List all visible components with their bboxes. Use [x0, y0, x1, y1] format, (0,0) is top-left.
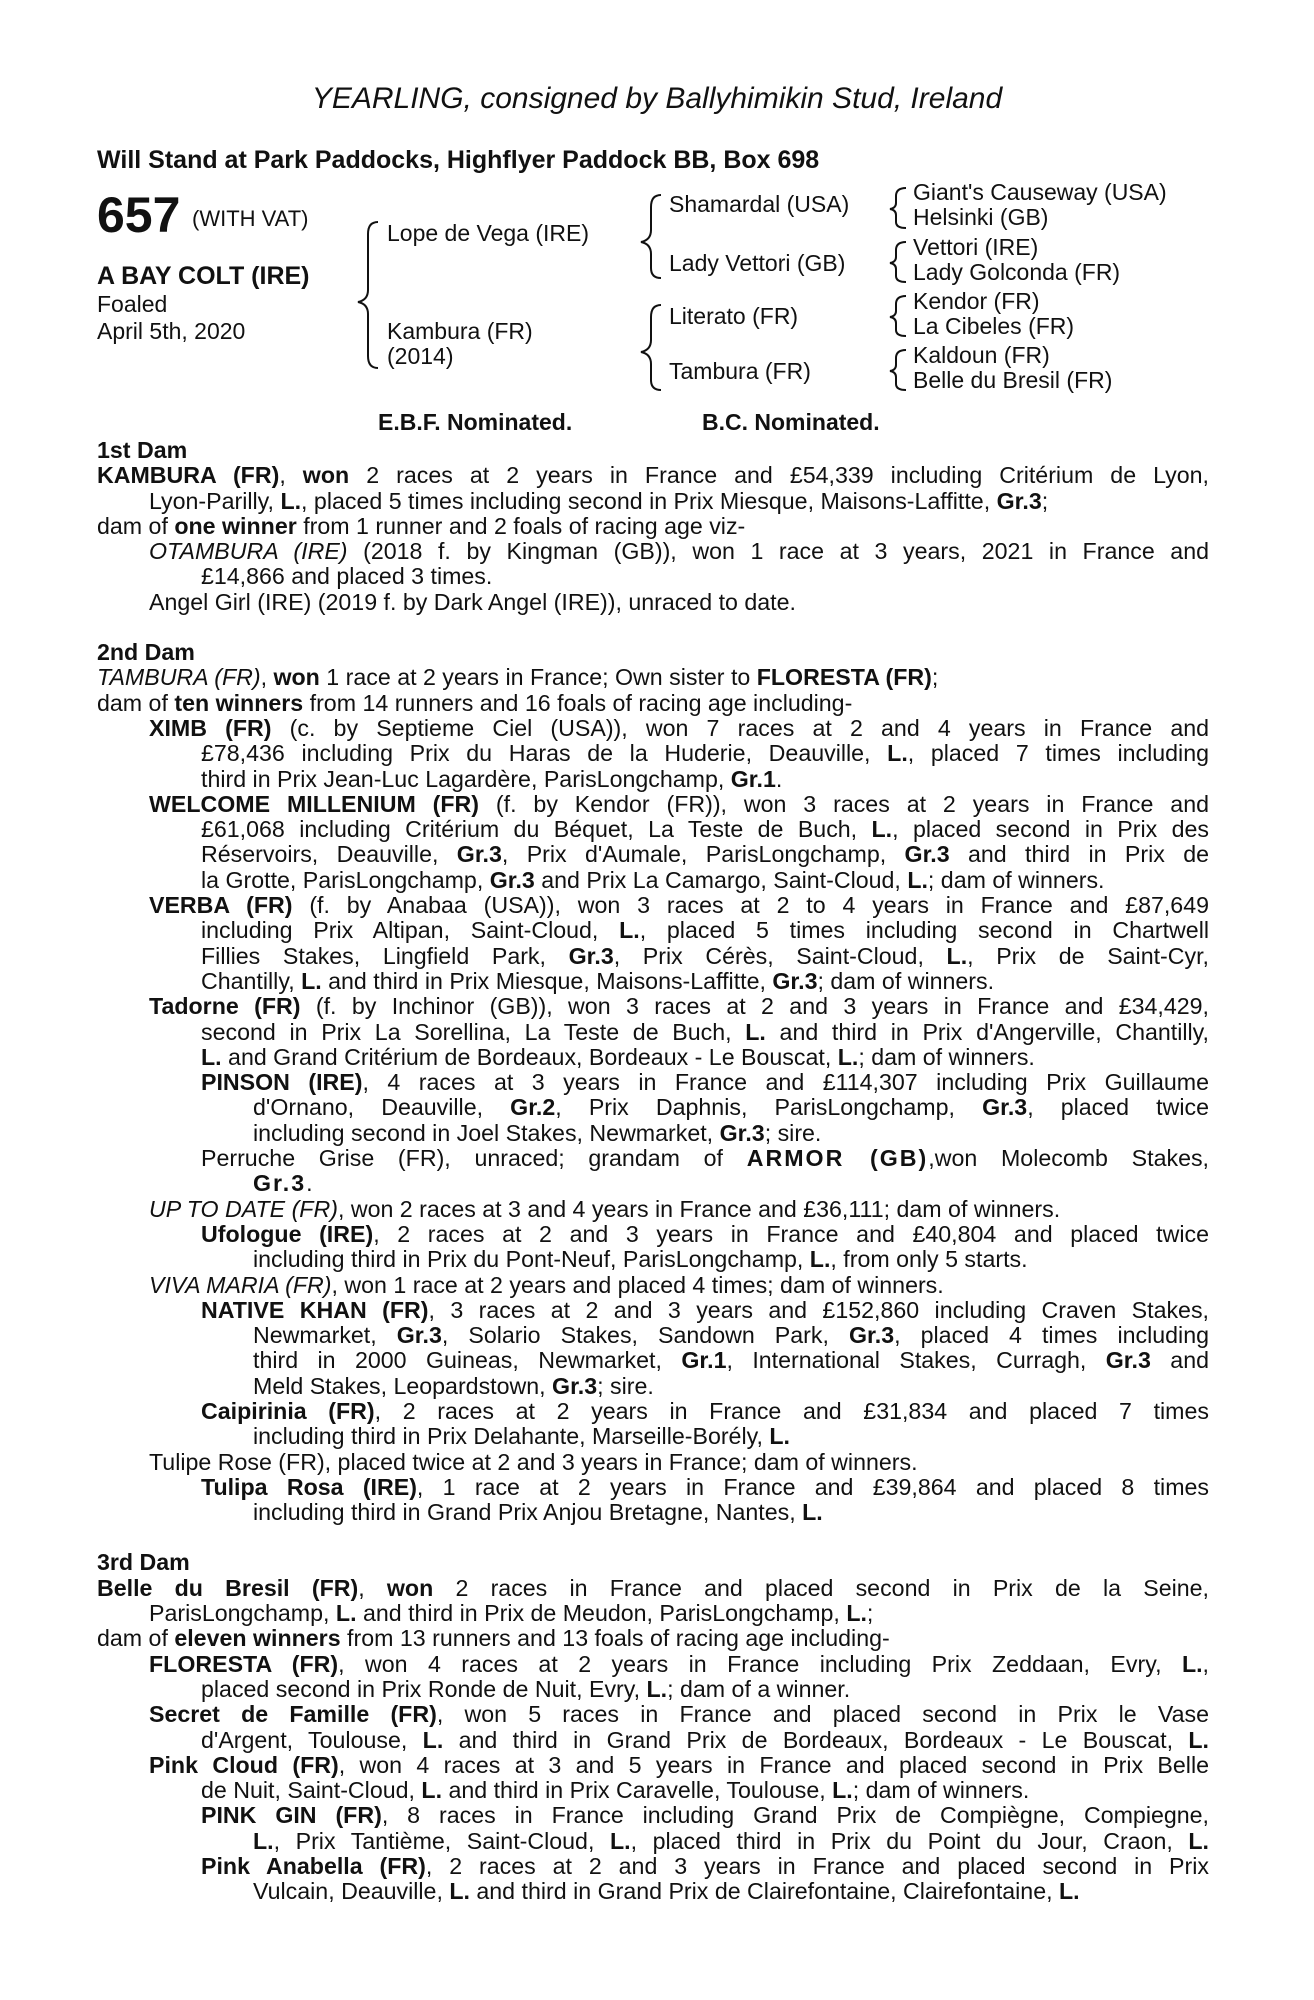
pedigree-dsd: La Cibeles (FR): [913, 313, 1075, 339]
bold-text: Gr.2: [510, 1095, 556, 1121]
plain-text: Réservoirs, Deauville,: [201, 842, 457, 868]
italic-text: VIVA MARIA (FR): [149, 1271, 332, 1298]
plain-text: , 2 races at 2 and 3 years in France and £40,804 and placed twice: [373, 1221, 1209, 1247]
bold-text: Pink Anabella (FR): [201, 1854, 426, 1880]
text-line: [97, 1399, 1209, 1424]
plain-text: ; dam of winners.: [858, 1043, 1035, 1070]
pedigree-dds: Kaldoun (FR): [913, 342, 1050, 368]
plain-text: , won 1 race at 2 years and placed 4 times; dam of winners.: [331, 1271, 944, 1298]
plain-text: second in Prix La Sorellina, La Teste de Buch,: [201, 1019, 746, 1045]
bold-text: Gr.3: [253, 1170, 307, 1197]
plain-text: and third in Prix d'Angerville, Chantilly,: [765, 1019, 1209, 1045]
text-line: [97, 1323, 1209, 1348]
plain-text: £78,436 including Prix du Haras de la Huderie, Deauville,: [201, 741, 888, 767]
plain-text: d'Argent, Toulouse,: [201, 1727, 423, 1753]
plain-text: , placed third in Prix du Point du Jour, Craon,: [630, 1828, 1189, 1854]
bold-text: 2nd Dam: [97, 639, 195, 666]
pedigree-dam-dam: Tambura (FR): [669, 358, 811, 384]
text-line: [97, 1450, 1209, 1475]
plain-text: and third in Grand Prix de Clairefontaine, Clairefontaine,: [469, 1878, 1059, 1905]
pedigree-sds: Vettori (IRE): [913, 234, 1039, 260]
pedigree-sss: Giant's Causeway (USA): [913, 179, 1167, 205]
bold-text: Gr.3: [982, 1095, 1028, 1121]
text-line: [97, 969, 1209, 994]
text-line: [97, 1626, 1209, 1651]
plain-text: , 1 race at 2 years in France and £39,864 and placed 8 times: [416, 1474, 1209, 1500]
plain-text: de Nuit, Saint-Cloud,: [201, 1777, 422, 1804]
bold-text: Gr.3: [396, 1323, 442, 1349]
pedigree-dam-year: (2014): [387, 343, 454, 369]
plain-text: Vulcain, Deauville,: [253, 1878, 450, 1905]
pedigree-ddd: Belle du Bresil (FR): [913, 367, 1113, 393]
bold-text: L.: [769, 1423, 790, 1450]
plain-text: Lyon-Parilly,: [149, 487, 281, 514]
text-line: [97, 1778, 1209, 1803]
plain-text: ; dam of winners.: [852, 1777, 1030, 1804]
plain-text: ,: [260, 664, 274, 691]
text-line: [97, 1348, 1209, 1373]
plain-text: including third in Prix du Pont-Neuf, ParisLongchamp,: [253, 1246, 810, 1273]
bold-text: Gr.3: [772, 967, 818, 994]
bold-text: Secret de Famille (FR): [149, 1702, 437, 1728]
plain-text: , placed 4 times including: [894, 1323, 1209, 1349]
horse-description: A BAY COLT (IRE): [97, 262, 310, 290]
plain-text: from 1 runner and 2 foals of racing age viz-: [296, 512, 746, 539]
plain-text: , 8 races in France including Grand Prix de Compiègne, Compiegne,: [381, 1803, 1209, 1829]
pedigree-dam-sire: Literato (FR): [669, 303, 799, 329]
plain-text: third in 2000 Guineas, Newmarket,: [253, 1348, 682, 1374]
plain-text: , Prix Daphnis, ParisLongchamp,: [555, 1095, 983, 1121]
bold-text: VERBA (FR): [149, 893, 293, 919]
foaled-label: Foaled: [97, 291, 168, 317]
bold-text: L.: [1188, 1727, 1209, 1753]
text-line: [97, 691, 1209, 716]
bold-text: eleven winners: [174, 1625, 341, 1652]
bracket-main: [358, 222, 378, 368]
plain-text: ; dam of a winner.: [667, 1675, 851, 1702]
bold-text: L.: [832, 1777, 853, 1804]
bold-text: L.: [280, 487, 302, 514]
plain-text: dam of: [97, 1625, 175, 1652]
foaled-date: April 5th, 2020: [97, 318, 246, 344]
bold-text: Tadorne (FR): [149, 994, 301, 1020]
bold-text: Pink Cloud (FR): [149, 1752, 339, 1778]
plain-text: , 3 races at 2 and 3 years and £152,860 including Craven Stakes,: [428, 1297, 1209, 1323]
text-line: [97, 1222, 1209, 1247]
italic-text: UP TO DATE (FR): [149, 1195, 338, 1222]
bold-text: L.: [335, 1600, 357, 1627]
bold-text: Gr.3: [456, 842, 502, 868]
pedigree-sire-sire: Shamardal (USA): [669, 191, 850, 217]
bold-text: 1st Dam: [97, 437, 188, 463]
text-line: [97, 893, 1209, 918]
bold-text: Gr.3: [489, 866, 535, 893]
text-line: [97, 1475, 1209, 1500]
plain-text: , placed 7 times including: [907, 741, 1209, 767]
bold-text: L.: [646, 1675, 668, 1702]
plain-text: , Solario Stakes, Sandown Park,: [441, 1323, 849, 1349]
plain-text: from 14 runners and 16 foals of racing age including-: [303, 689, 853, 716]
bold-text: one winner: [174, 512, 297, 539]
plain-text: (f. by Kendor (FR)), won 3 races at 2 years in France and: [479, 791, 1209, 817]
plain-text: ,: [1202, 1651, 1209, 1677]
bold-text: Gr.3: [552, 1372, 598, 1399]
bold-text: Gr.1: [681, 1348, 727, 1374]
bold-text: Tulipa Rosa (IRE): [201, 1474, 417, 1500]
plain-text: including third in Grand Prix Anjou Bretagne, Nantes,: [253, 1499, 803, 1526]
plain-text: , Prix de Saint-Cyr,: [967, 943, 1209, 969]
plain-text: including third in Prix Delahante, Marseille-Borély,: [253, 1423, 770, 1450]
bold-text: L.: [802, 1499, 823, 1526]
bold-text: Caipirinia (FR): [201, 1398, 375, 1424]
consignment-header: YEARLING, consigned by Ballyhimikin Stud, Ireland: [311, 82, 1003, 115]
plain-text: Meld Stakes, Leopardstown,: [253, 1372, 553, 1399]
plain-text: , from only 5 starts.: [830, 1246, 1028, 1273]
plain-text: , 2 races at 2 and 3 years in France and placed second in Prix: [425, 1854, 1209, 1880]
lot-number: 657: [97, 187, 181, 243]
plain-text: and Grand Critérium de Bordeaux, Bordeaux - Le Bouscat,: [221, 1043, 838, 1070]
plain-text: Tulipe Rose (FR), placed twice at 2 and 3 years in France; dam of winners.: [149, 1448, 918, 1475]
bold-text: Gr.3: [996, 487, 1042, 514]
plain-text: ,won Molecomb Stakes,: [928, 1146, 1209, 1172]
bold-text: won: [386, 1575, 434, 1601]
text-line: [97, 1879, 1209, 1904]
text-line: [97, 918, 1209, 943]
bold-text: L.: [846, 1600, 867, 1627]
text-line: [97, 1121, 1209, 1146]
plain-text: , placed twice: [1027, 1095, 1209, 1121]
plain-text: (f. by Inchinor (GB)), won 3 races at 2 and 3 years in France and £34,429,: [300, 994, 1209, 1020]
plain-text: and: [1150, 1348, 1209, 1374]
plain-text: Angel Girl (IRE) (2019 f. by Dark Angel (IRE)), unraced to date.: [149, 588, 796, 615]
text-line: [97, 1298, 1209, 1323]
plain-text: , placed second in Prix des: [892, 817, 1209, 843]
plain-text: Chantilly,: [201, 967, 302, 994]
text-line: [97, 1550, 1209, 1575]
pedigree-dam: Kambura (FR): [387, 318, 533, 344]
text-line: [97, 665, 1209, 690]
bold-text: WELCOME MILLENIUM (FR): [149, 791, 480, 817]
bold-text: Gr.3: [719, 1119, 765, 1146]
bold-text: Gr.3: [568, 943, 614, 969]
plain-text: including Prix Altipan, Saint-Cloud,: [201, 918, 620, 944]
plain-text: and Prix La Camargo, Saint-Cloud,: [534, 866, 908, 893]
plain-text: and third in Prix Caravelle, Toulouse,: [442, 1777, 833, 1804]
bold-text: Gr.1: [730, 765, 776, 792]
pedigree-body-text: [97, 438, 1209, 1905]
bold-text: L.: [201, 1043, 222, 1070]
bold-text: L.: [837, 1043, 859, 1070]
plain-text: (c. by Septieme Ciel (USA)), won 7 races at 2 and 4 years in France and: [271, 715, 1209, 741]
text-line: [97, 944, 1209, 969]
plain-text: Fillies Stakes, Lingfield Park,: [201, 943, 569, 969]
bold-text: L.: [619, 918, 640, 944]
bracket-sire: [641, 195, 661, 278]
bold-text: L.: [253, 1828, 274, 1854]
plain-text: third in Prix Jean-Luc Lagardère, ParisLongchamp,: [201, 765, 731, 792]
plain-text: , won 2 races at 3 and 4 years in France and £36,111; dam of winners.: [337, 1195, 1061, 1222]
bold-text: PINK GIN (FR): [201, 1803, 382, 1829]
text-line: [97, 1247, 1209, 1272]
ebf-nomination: E.B.F. Nominated.: [378, 409, 573, 435]
text-line: [97, 1273, 1209, 1298]
pedigree-ssd: Helsinki (GB): [913, 204, 1049, 230]
text-line: [97, 1197, 1209, 1222]
bold-text: Ufologue (IRE): [201, 1221, 374, 1247]
text-line: [97, 1702, 1209, 1727]
plain-text: ; sire.: [764, 1119, 822, 1146]
text-line: [97, 1374, 1209, 1399]
bold-text: L.: [871, 817, 893, 843]
bc-nomination: B.C. Nominated.: [702, 409, 880, 435]
plain-text: .: [306, 1170, 313, 1197]
plain-text: , International Stakes, Curragh,: [726, 1348, 1106, 1374]
plain-text: d'Ornano, Deauville,: [253, 1095, 511, 1121]
text-line: [97, 1424, 1209, 1449]
text-line: [97, 1652, 1209, 1677]
pedigree-sdd: Lady Golconda (FR): [913, 259, 1121, 285]
italic-text: TAMBURA (FR): [97, 664, 261, 691]
text-line: [97, 1677, 1209, 1702]
plain-text: , won 4 races at 2 years in France including Prix Zeddaan, Evry,: [338, 1651, 1182, 1677]
plain-text: ;: [866, 1600, 874, 1627]
plain-text: , Prix d'Aumale, ParisLongchamp,: [501, 842, 905, 868]
text-line: [97, 741, 1209, 766]
plain-text: ,: [279, 463, 303, 489]
bold-text: L.: [745, 1019, 766, 1045]
bold-text: XIMB (FR): [149, 715, 272, 741]
plain-text: dam of: [97, 689, 175, 716]
plain-text: (f. by Anabaa (USA)), won 3 races at 2 to 4 years in France and £87,649: [292, 893, 1209, 919]
pedigree-brackets: [0, 0, 1314, 420]
text-line: [97, 1500, 1209, 1525]
plain-text: ;: [931, 664, 939, 691]
bold-text: NATIVE KHAN (FR): [201, 1297, 429, 1323]
bold-text: L.: [1181, 1651, 1203, 1677]
plain-text: , won 5 races in France and placed second in Prix le Vase: [436, 1702, 1209, 1728]
text-line: [97, 489, 1209, 514]
plain-text: and third in Prix Miesque, Maisons-Laffitte,: [321, 967, 773, 994]
bold-text: L.: [1058, 1878, 1080, 1905]
bold-text: won: [273, 664, 320, 691]
bold-text: Gr.3: [904, 842, 950, 868]
plain-text: 2 races at 2 years in France and £54,339 including Critérium de Lyon,: [349, 463, 1209, 489]
bold-text: won: [302, 463, 350, 489]
pedigree-sire: Lope de Vega (IRE): [387, 220, 590, 246]
bold-text: FLORESTA (FR): [149, 1651, 339, 1677]
plain-text: , 2 races at 2 years in France and £31,834 and placed 7 times: [374, 1398, 1209, 1424]
bracket-sd: [890, 242, 906, 282]
bold-text: Gr.3: [1105, 1348, 1151, 1374]
plain-text: , 4 races at 3 years in France and £114,307 including Prix Guillaume: [362, 1070, 1209, 1096]
text-line: [97, 817, 1209, 842]
plain-text: , Prix Cérès, Saint-Cloud,: [613, 943, 947, 969]
text-line: [97, 1576, 1209, 1601]
text-line: [97, 868, 1209, 893]
bold-text: ARMOR (GB): [746, 1146, 929, 1172]
bold-text: L.: [609, 1828, 631, 1854]
bold-text: Belle du Bresil (FR): [97, 1575, 359, 1601]
bold-text: ten winners: [174, 689, 304, 716]
bold-text: Gr.3: [849, 1323, 895, 1349]
plain-text: .: [775, 765, 783, 792]
bracket-ss: [890, 188, 906, 228]
bracket-dam: [641, 305, 661, 390]
plain-text: Newmarket,: [253, 1323, 397, 1349]
plain-text: from 13 runners and 13 foals of racing age including-: [340, 1625, 890, 1652]
bold-text: L.: [946, 943, 968, 969]
pedigree-dss: Kendor (FR): [913, 288, 1040, 314]
text-line: [97, 590, 1209, 615]
plain-text: ; dam of winners.: [817, 967, 995, 994]
text-line: [97, 1728, 1209, 1753]
text-line: [97, 1045, 1209, 1070]
plain-text: ParisLongchamp,: [149, 1600, 336, 1627]
bold-text: L.: [907, 866, 928, 893]
text-line: [97, 994, 1209, 1019]
bold-text: L.: [809, 1246, 831, 1273]
text-line: [97, 564, 1209, 589]
text-line: [97, 640, 1209, 665]
plain-text: including second in Joel Stakes, Newmarket,: [253, 1119, 720, 1146]
plain-text: ,: [358, 1575, 387, 1601]
bold-text: FLORESTA (FR): [756, 664, 932, 691]
bold-text: KAMBURA (FR): [97, 463, 280, 489]
plain-text: ; sire.: [597, 1372, 654, 1399]
plain-text: £14,866 and placed 3 times.: [201, 563, 493, 590]
pedigree-sire-dam: Lady Vettori (GB): [669, 250, 846, 276]
plain-text: , placed 5 times including second in Prix Miesque, Maisons-Laffitte,: [301, 487, 997, 514]
plain-text: (2018 f. by Kingman (GB)), won 1 race at 3 years, 2021 in France and: [347, 539, 1209, 565]
bold-text: L.: [1188, 1828, 1209, 1854]
text-line: [97, 539, 1209, 564]
bold-text: L.: [421, 1777, 443, 1804]
text-line: [97, 1829, 1209, 1854]
text-line: [97, 1146, 1209, 1171]
text-line: [97, 842, 1209, 867]
plain-text: ; dam of winners.: [927, 866, 1105, 893]
text-line: [97, 716, 1209, 741]
plain-text: £61,068 including Critérium du Béquet, La Teste de Buch,: [201, 817, 872, 843]
text-line: [97, 1753, 1209, 1778]
text-line: [97, 463, 1209, 488]
text-line: [97, 792, 1209, 817]
plain-text: 2 races in France and placed second in Prix de la Seine,: [433, 1575, 1209, 1601]
plain-text: dam of: [97, 512, 175, 539]
text-line: [97, 1171, 1209, 1196]
text-line: [97, 514, 1209, 539]
text-line: [97, 767, 1209, 792]
bold-text: 3rd Dam: [97, 1549, 190, 1576]
bold-text: L.: [449, 1878, 470, 1905]
text-line: [97, 438, 1209, 463]
text-line: [97, 1803, 1209, 1828]
plain-text: 1 race at 2 years in France; Own sister to: [319, 664, 757, 691]
text-line: [97, 1095, 1209, 1120]
bracket-ds: [890, 296, 906, 336]
plain-text: placed second in Prix Ronde de Nuit, Evry,: [201, 1675, 647, 1702]
plain-text: , placed 5 times including second in Chartwell: [639, 918, 1209, 944]
bold-text: L.: [887, 741, 908, 767]
text-line: [97, 1854, 1209, 1879]
vat-note: (WITH VAT): [192, 206, 309, 231]
plain-text: and third in Prix de Meudon, ParisLongchamp,: [356, 1600, 847, 1627]
bold-text: L.: [301, 967, 322, 994]
bracket-dd: [890, 350, 906, 390]
plain-text: and third in Prix de: [949, 842, 1209, 868]
stand-location: Will Stand at Park Paddocks, Highflyer Paddock BB, Box 698: [97, 146, 820, 174]
plain-text: ;: [1041, 487, 1049, 514]
italic-text: OTAMBURA (IRE): [149, 539, 348, 565]
plain-text: , won 4 races at 3 and 5 years in France and placed second in Prix Belle: [338, 1752, 1209, 1778]
plain-text: Perruche Grise (FR), unraced; grandam of: [201, 1146, 747, 1172]
bold-text: L.: [422, 1727, 444, 1753]
plain-text: la Grotte, ParisLongchamp,: [201, 866, 490, 893]
plain-text: and third in Grand Prix de Bordeaux, Bordeaux - Le Bouscat,: [443, 1727, 1189, 1753]
bold-text: PINSON (IRE): [201, 1070, 363, 1096]
text-line: [97, 1601, 1209, 1626]
text-line: [97, 1020, 1209, 1045]
plain-text: , Prix Tantième, Saint-Cloud,: [273, 1828, 610, 1854]
text-line: [97, 1070, 1209, 1095]
